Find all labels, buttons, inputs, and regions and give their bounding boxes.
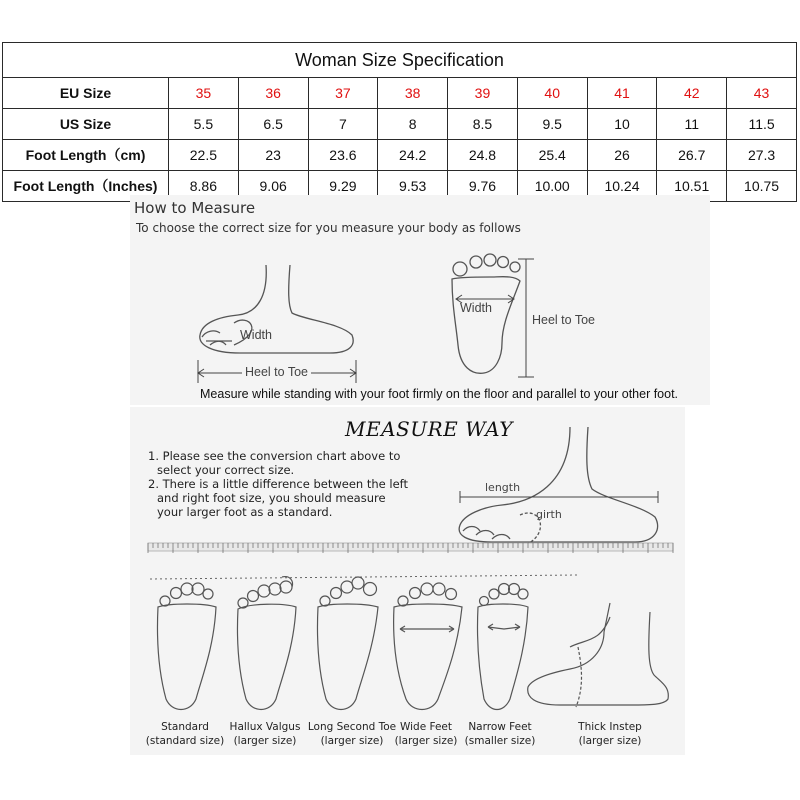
foot-type-caption (386, 720, 466, 748)
table-cell: 10 (587, 109, 657, 140)
table-cell: 22.5 (169, 140, 239, 171)
foot-type-caption (456, 720, 544, 748)
table-row (3, 109, 797, 140)
table-cell: 10.51 (657, 171, 727, 202)
table-cell: 10.00 (517, 171, 587, 202)
standard-foot-icon (157, 583, 216, 710)
length-label: length (485, 481, 521, 494)
table-cell: 25.4 (517, 140, 587, 171)
table-cell: 9.5 (517, 109, 587, 140)
top-width-label: Width (460, 301, 492, 315)
table-cell: 11 (657, 109, 727, 140)
top-foot-illustration (130, 195, 710, 405)
step-line: 2. There is a little difference between the left (148, 477, 409, 491)
foot-type-note: (larger size) (394, 735, 458, 747)
top-heel-to-toe-label: Heel to Toe (532, 313, 596, 327)
foot-type-name: Narrow Feet (468, 721, 532, 733)
side-width-label: Width (240, 328, 272, 342)
table-cell: 43 (727, 78, 797, 109)
table-cell: 27.3 (727, 140, 797, 171)
step-line: your larger foot as a standard. (157, 505, 333, 519)
table-cell: 37 (308, 78, 378, 109)
table-cell: 42 (657, 78, 727, 109)
table-cell: 9.76 (448, 171, 518, 202)
side-heel-to-toe-label: Heel to Toe (242, 365, 311, 379)
table-cell: 23 (238, 140, 308, 171)
foot-type-note: (larger size) (578, 735, 642, 747)
row-header: Foot Length（Inches) (3, 171, 169, 202)
table-cell: 26 (587, 140, 657, 171)
table-cell: 24.2 (378, 140, 448, 171)
foot-type-name: Wide Feet (399, 721, 453, 733)
table-cell: 23.6 (308, 140, 378, 171)
hallux-valgus-foot-icon (237, 577, 296, 710)
measure-way-title: MEASURE WAY (345, 417, 513, 441)
table-row (3, 140, 797, 171)
long-second-toe-foot-icon (317, 577, 378, 710)
foot-type-name: Hallux Valgus (229, 721, 301, 733)
table-cell: 26.7 (657, 140, 727, 171)
table-cell: 7 (308, 109, 378, 140)
step-line: and right foot size, you should measure (157, 491, 386, 505)
measure-note: Measure while standing with your foot firmly on the floor and parallel to your other foot. (200, 387, 679, 401)
table-cell: 40 (517, 78, 587, 109)
row-header: US Size (3, 109, 169, 140)
table-cell: 38 (378, 78, 448, 109)
foot-type-caption (140, 720, 230, 748)
table-cell: 5.5 (169, 109, 239, 140)
foot-type-name: Thick Instep (578, 721, 642, 733)
table-cell: 8.5 (448, 109, 518, 140)
foot-type-caption (570, 720, 650, 748)
foot-type-name: Standard (161, 721, 209, 733)
how-to-measure-title: How to Measure (134, 199, 256, 217)
table-cell: 10.75 (727, 171, 797, 202)
table-cell: 6.5 (238, 109, 308, 140)
girth-label: girth (536, 508, 562, 521)
foot-type-note: (smaller size) (464, 735, 536, 747)
table-title-row (3, 43, 797, 78)
table-cell: 41 (587, 78, 657, 109)
foot-type-name: Long Second Toe (307, 721, 397, 733)
narrow-feet-foot-icon (477, 584, 528, 710)
table-cell: 35 (169, 78, 239, 109)
step-line: select your correct size. (157, 463, 295, 477)
foot-type-note: (standard size) (145, 735, 225, 747)
foot-types-illustration (130, 407, 685, 755)
size-table (2, 42, 797, 202)
foot-type-note: (larger size) (320, 735, 384, 747)
how-to-measure-panel (130, 195, 710, 405)
table-cell: 10.24 (587, 171, 657, 202)
table-cell: 36 (238, 78, 308, 109)
table-cell: 8 (378, 109, 448, 140)
foot-type-note: (larger size) (233, 735, 297, 747)
row-header: Foot Length（cm) (3, 140, 169, 171)
table-cell: 9.53 (378, 171, 448, 202)
table-cell: 8.86 (169, 171, 239, 202)
how-to-measure-subtitle: To choose the correct size for you measure your body as follows (136, 221, 521, 235)
wide-feet-foot-icon (394, 583, 462, 710)
table-cell: 9.29 (308, 171, 378, 202)
foot-type-caption (220, 720, 310, 748)
step-line: 1. Please see the conversion chart above to (148, 449, 401, 463)
measure-way-panel (130, 407, 685, 755)
table-title: Woman Size Specification (3, 43, 797, 78)
table-cell: 24.8 (448, 140, 518, 171)
thick-instep-foot-icon (528, 603, 669, 707)
table-cell: 11.5 (727, 109, 797, 140)
table-cell: 39 (448, 78, 518, 109)
table-cell: 9.06 (238, 171, 308, 202)
row-header: EU Size (3, 78, 169, 109)
table-row (3, 78, 797, 109)
